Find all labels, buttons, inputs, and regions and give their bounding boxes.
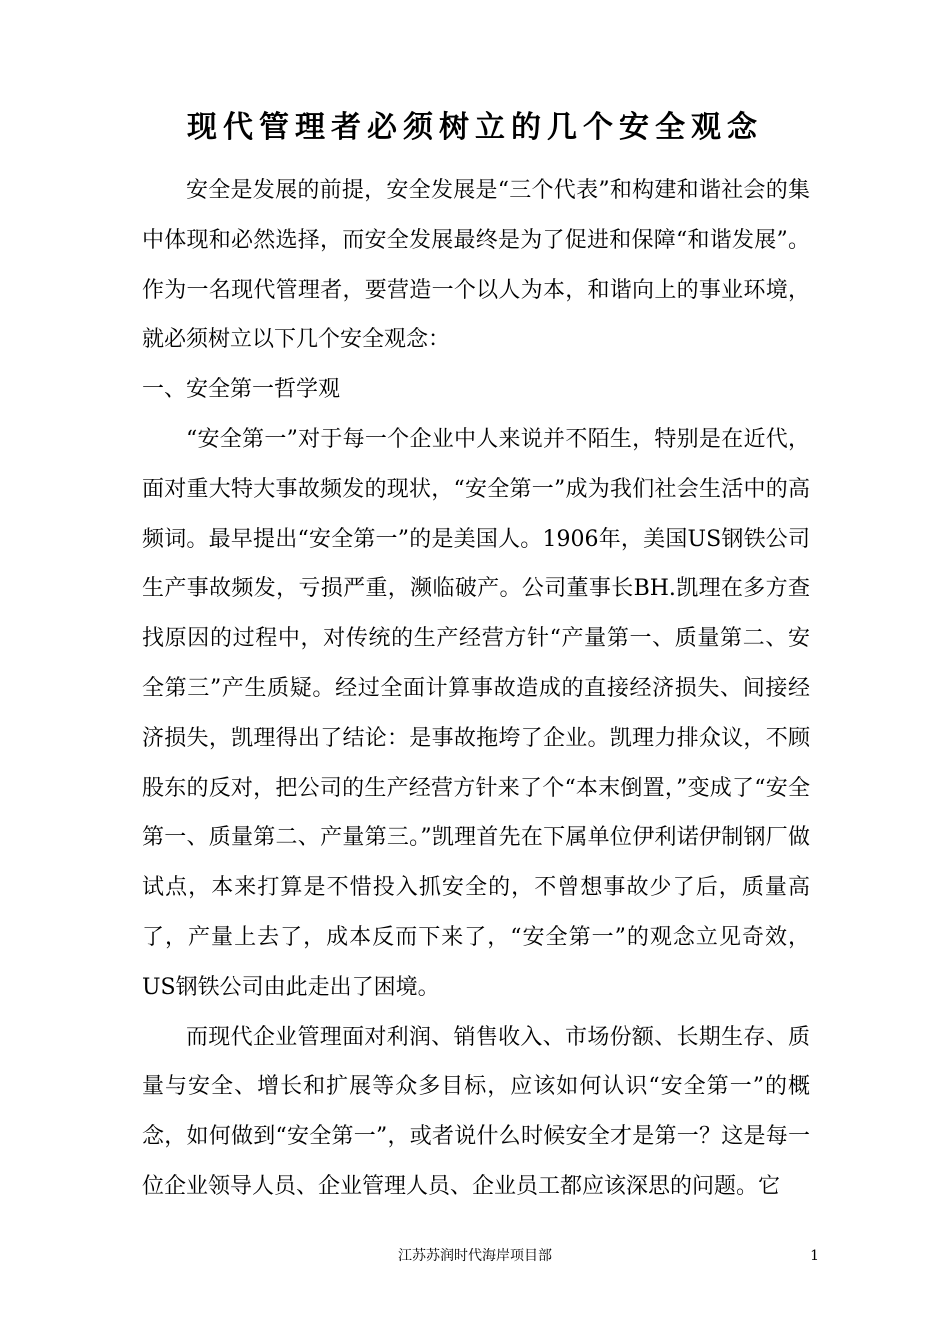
document-body bbox=[142, 166, 810, 1212]
section-heading-1: 一、安全第一哲学观 bbox=[142, 377, 341, 403]
paragraph-intro: 安全是发展的前提，安全发展是“三个代表”和构建和谐社会的集中体现和必然选择，而安全发展最终是为了促进和保障“和谐发展”。作为一名现代管理者，要营造一个以人为本，和谐向上的事业环境，就必须树立以下几个安全观念： bbox=[142, 178, 810, 353]
document-title: 现代管理者必须树立的几个安全观念 bbox=[187, 110, 763, 145]
page-footer bbox=[0, 1244, 950, 1268]
paragraph-modern-management: 而现代企业管理面对利润、销售收入、市场份额、长期生存、质量与安全、增长和扩展等众多目标，应该如何认识“安全第一”的概念，如何做到“安全第一”，或者说什么时候安全才是第一？这是每一位企业领导人员、企业管理人员、企业员工都应该深思的问题。它 bbox=[142, 1024, 810, 1199]
page-number: 1 bbox=[810, 1248, 819, 1264]
footer-organization: 江苏苏润时代海岸项目部 bbox=[398, 1248, 552, 1264]
paragraph-safety-first-history: “安全第一”对于每一个企业中人来说并不陌生，特别是在近代，面对重大特大事故频发的现状，“安全第一”成为我们社会生活中的高频词。最早提出“安全第一”的是美国人。1906年，美国US钢铁公司生产事故频发，亏损严重，濒临破产。公司董事长BH.凯理在多方查找原因的过程中，对传统的生产经营方针“产量第一、质量第二、安全第三”产生质疑。经过全面计算事故造成的直接经济损失、间接经济损失，凯理得出了结论：是事故拖垮了企业。凯理力排众议，不顾股东的反对，把公司的生产经营方针来了个“本末倒置，”变成了“安全第一、质量第二、产量第三。”凯理首先在下属单位伊利诺伊制钢厂做试点，本来打算是不惜投入抓安全的，不曾想事故少了后，质量高了，产量上去了，成本反而下来了，“安全第一”的观念立见奇效，US钢铁公司由此走出了困境。 bbox=[142, 426, 810, 1000]
